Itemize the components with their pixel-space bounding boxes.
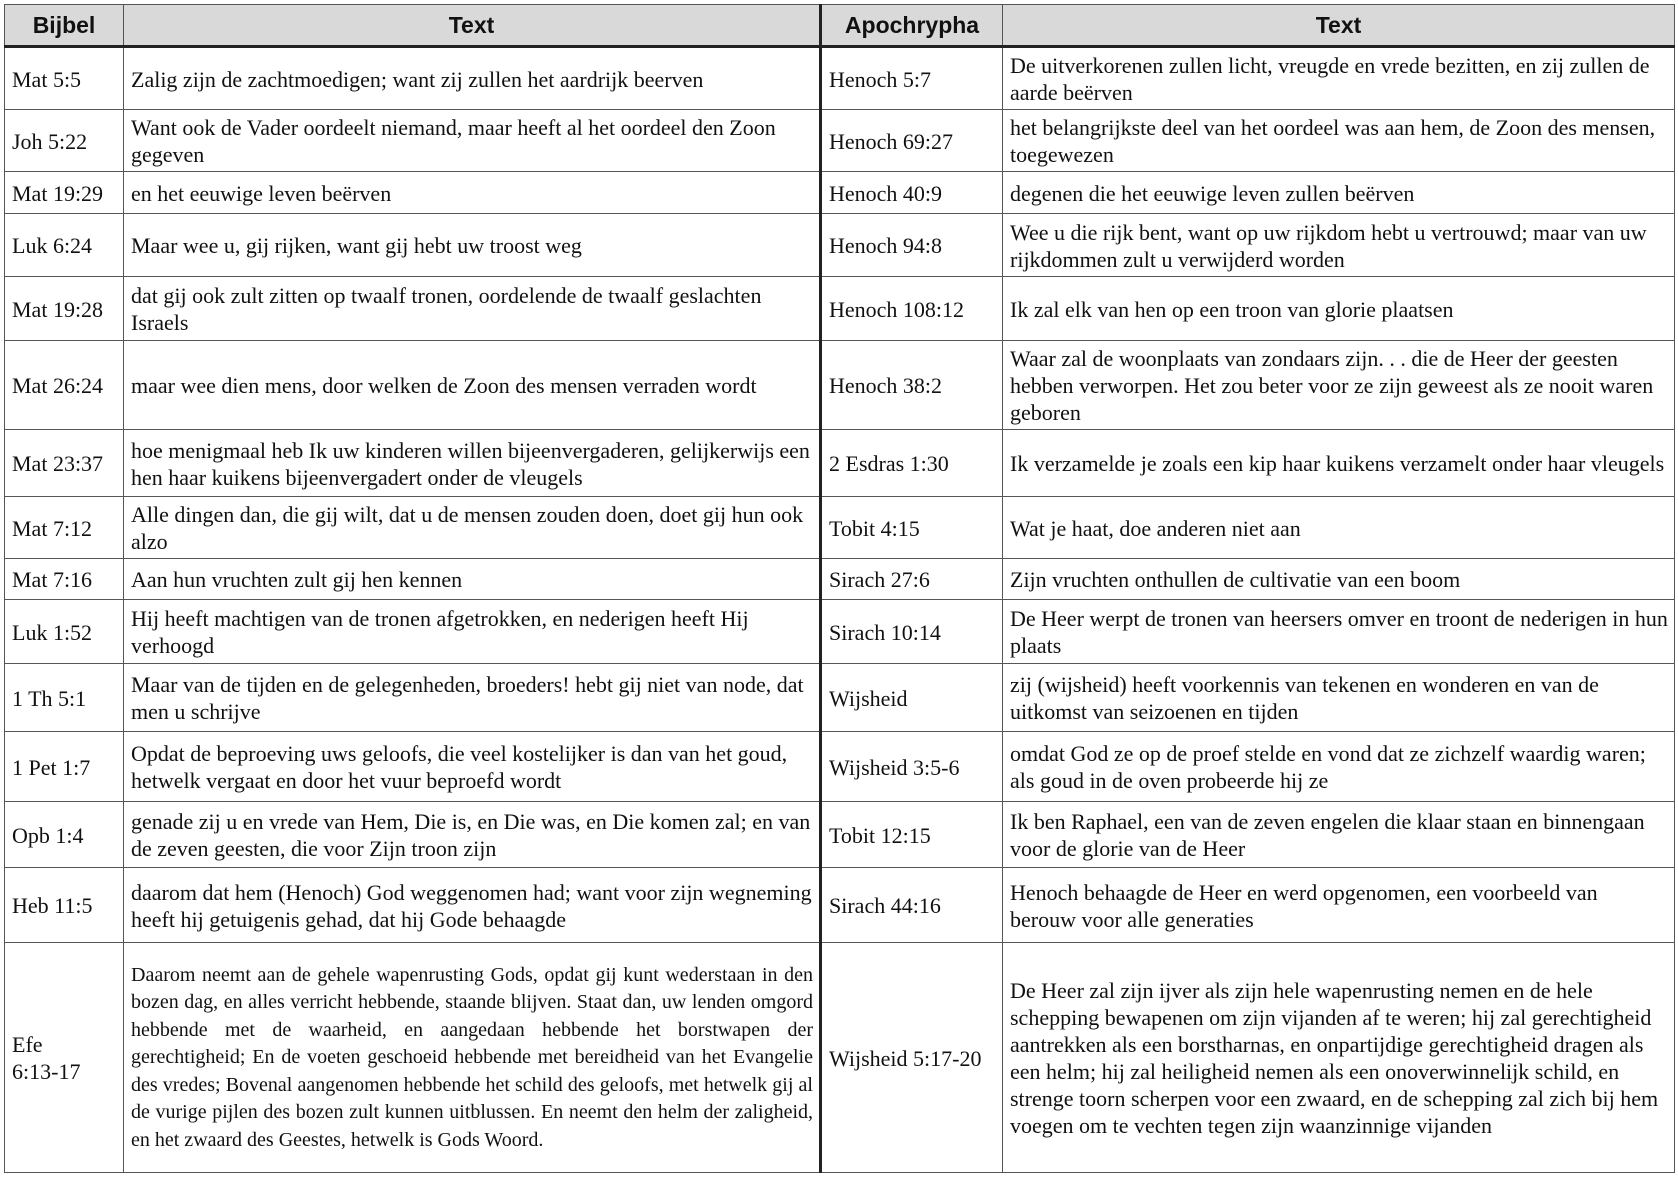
header-row (5, 5, 1675, 47)
bible-text: daarom dat hem (Henoch) God weggenomen had; want voor zijn wegneming heeft hij getuigenis gehad, dat hij Gode behaagde (124, 868, 821, 943)
header-bible: Bijbel (5, 5, 124, 47)
apocrypha-reference: Sirach 44:16 (821, 868, 1003, 943)
table-row (5, 664, 1675, 732)
apocrypha-reference: 2 Esdras 1:30 (821, 430, 1003, 497)
apocrypha-text: omdat God ze op de proef stelde en vond dat ze zichzelf waardig waren; als goud in de oven probeerde hij ze (1003, 732, 1675, 802)
bible-reference: Efe 6:13-17 (5, 943, 124, 1173)
apocrypha-reference: Henoch 5:7 (821, 47, 1003, 110)
apocrypha-reference: Wijsheid (821, 664, 1003, 732)
apocrypha-reference: Tobit 4:15 (821, 497, 1003, 559)
apocrypha-text: degenen die het eeuwige leven zullen beërven (1003, 172, 1675, 214)
apocrypha-text: het belangrijkste deel van het oordeel was aan hem, de Zoon des mensen, toegewezen (1003, 110, 1675, 172)
apocrypha-reference: Henoch 108:12 (821, 277, 1003, 341)
table-row (5, 277, 1675, 341)
apocrypha-text: Wee u die rijk bent, want op uw rijkdom hebt u vertrouwd; maar van uw rijkdommen zult u verwijderd worden (1003, 214, 1675, 277)
apocrypha-text: Henoch behaagde de Heer en werd opgenomen, een voorbeeld van berouw voor alle generaties (1003, 868, 1675, 943)
bible-reference: 1 Th 5:1 (5, 664, 124, 732)
header-bible-text: Text (124, 5, 821, 47)
table-row (5, 802, 1675, 868)
bible-reference: 1 Pet 1:7 (5, 732, 124, 802)
table-row (5, 110, 1675, 172)
bible-text: Alle dingen dan, die gij wilt, dat u de mensen zouden doen, doet gij hun ook alzo (124, 497, 821, 559)
apocrypha-reference: Sirach 27:6 (821, 559, 1003, 600)
apocrypha-reference: Henoch 69:27 (821, 110, 1003, 172)
apocrypha-reference: Henoch 38:2 (821, 341, 1003, 430)
apocrypha-reference: Henoch 94:8 (821, 214, 1003, 277)
bible-text: dat gij ook zult zitten op twaalf tronen, oordelende de twaalf geslachten Israels (124, 277, 821, 341)
bible-text: Maar van de tijden en de gelegenheden, broeders! hebt gij niet van node, dat men u schrijve (124, 664, 821, 732)
bible-reference: Mat 26:24 (5, 341, 124, 430)
table-row (5, 943, 1675, 1173)
bible-text: hoe menigmaal heb Ik uw kinderen willen bijeenvergaderen, gelijkerwijs een hen haar kuikens bijeenvergadert onder de vleugels (124, 430, 821, 497)
bible-text: maar wee dien mens, door welken de Zoon des mensen verraden wordt (124, 341, 821, 430)
bible-text: Want ook de Vader oordeelt niemand, maar heeft al het oordeel den Zoon gegeven (124, 110, 821, 172)
bible-text: Hij heeft machtigen van de tronen afgetrokken, en nederigen heeft Hij verhoogd (124, 600, 821, 664)
apocrypha-reference: Tobit 12:15 (821, 802, 1003, 868)
apocrypha-text: De uitverkorenen zullen licht, vreugde en vrede bezitten, en zij zullen de aarde beërven (1003, 47, 1675, 110)
bible-reference: Mat 19:29 (5, 172, 124, 214)
bible-text: genade zij u en vrede van Hem, Die is, en Die was, en Die komen zal; en van de zeven geesten, die voor Zijn troon zijn (124, 802, 821, 868)
table-row (5, 430, 1675, 497)
bible-reference: Mat 7:16 (5, 559, 124, 600)
bible-text: Maar wee u, gij rijken, want gij hebt uw troost weg (124, 214, 821, 277)
header-apocrypha: Apochrypha (821, 5, 1003, 47)
bible-reference: Heb 11:5 (5, 868, 124, 943)
apocrypha-text: Ik ben Raphael, een van de zeven engelen die klaar staan en binnengaan voor de glorie van de Heer (1003, 802, 1675, 868)
comparison-table (4, 4, 1675, 1173)
header-apocrypha-text: Text (1003, 5, 1675, 47)
table-row (5, 214, 1675, 277)
bible-reference: Mat 19:28 (5, 277, 124, 341)
apocrypha-text: Waar zal de woonplaats van zondaars zijn. . . die de Heer der geesten hebben verworpen. Het zou beter voor ze zijn geweest als ze nooit waren geboren (1003, 341, 1675, 430)
bible-reference: Luk 6:24 (5, 214, 124, 277)
bible-reference: Mat 7:12 (5, 497, 124, 559)
table-row (5, 600, 1675, 664)
apocrypha-text: Ik verzamelde je zoals een kip haar kuikens verzamelt onder haar vleugels (1003, 430, 1675, 497)
apocrypha-text: De Heer zal zijn ijver als zijn hele wapenrusting nemen en de hele schepping bewapenen om zijn vijanden af te weren; hij zal gerechtigheid aantrekken als een borstharnas, en onpartijdige gerechtigheid dragen als een helm; hij zal heiligheid nemen als een onoverwinnelijk schild, en strenge toorn scherpen voor een zwaard, en de schepping zal zich bij hem voegen om te vechten tegen zijn waanzinnige vijanden (1003, 943, 1675, 1173)
apocrypha-text: Zijn vruchten onthullen de cultivatie van een boom (1003, 559, 1675, 600)
bible-text: en het eeuwige leven beërven (124, 172, 821, 214)
bible-text: Aan hun vruchten zult gij hen kennen (124, 559, 821, 600)
bible-text: Daarom neemt aan de gehele wapenrusting Gods, opdat gij kunt wederstaan in den bozen dag, en alles verricht hebbende, staande blijven. Staat dan, uw lenden omgord hebbende met de waarheid, en aangedaan hebbende het borstwapen der gerechtigheid; En de voeten geschoeid hebbende met bereidheid van het Evangelie des vredes; Bovenal aangenomen hebbende het schild des geloofs, met hetwelk gij al de vurige pijlen des bozen zult kunnen uitblussen. En neemt den helm der zaligheid, en het zwaard des Geestes, hetwelk is Gods Woord. (124, 943, 821, 1173)
bible-reference: Mat 23:37 (5, 430, 124, 497)
bible-reference: Joh 5:22 (5, 110, 124, 172)
apocrypha-reference: Wijsheid 5:17-20 (821, 943, 1003, 1173)
table-row (5, 341, 1675, 430)
bible-text: Zalig zijn de zachtmoedigen; want zij zullen het aardrijk beerven (124, 47, 821, 110)
table-row (5, 47, 1675, 110)
apocrypha-reference: Sirach 10:14 (821, 600, 1003, 664)
apocrypha-text: Wat je haat, doe anderen niet aan (1003, 497, 1675, 559)
apocrypha-reference: Wijsheid 3:5-6 (821, 732, 1003, 802)
table-row (5, 868, 1675, 943)
table-row (5, 559, 1675, 600)
table-row (5, 497, 1675, 559)
bible-reference: Mat 5:5 (5, 47, 124, 110)
table-row (5, 172, 1675, 214)
apocrypha-text: zij (wijsheid) heeft voorkennis van tekenen en wonderen en van de uitkomst van seizoenen en tijden (1003, 664, 1675, 732)
table-row (5, 732, 1675, 802)
apocrypha-text: De Heer werpt de tronen van heersers omver en troont de nederigen in hun plaats (1003, 600, 1675, 664)
apocrypha-reference: Henoch 40:9 (821, 172, 1003, 214)
apocrypha-text: Ik zal elk van hen op een troon van glorie plaatsen (1003, 277, 1675, 341)
bible-reference: Opb 1:4 (5, 802, 124, 868)
bible-text: Opdat de beproeving uws geloofs, die veel kostelijker is dan van het goud, hetwelk vergaat en door het vuur beproefd wordt (124, 732, 821, 802)
bible-reference: Luk 1:52 (5, 600, 124, 664)
